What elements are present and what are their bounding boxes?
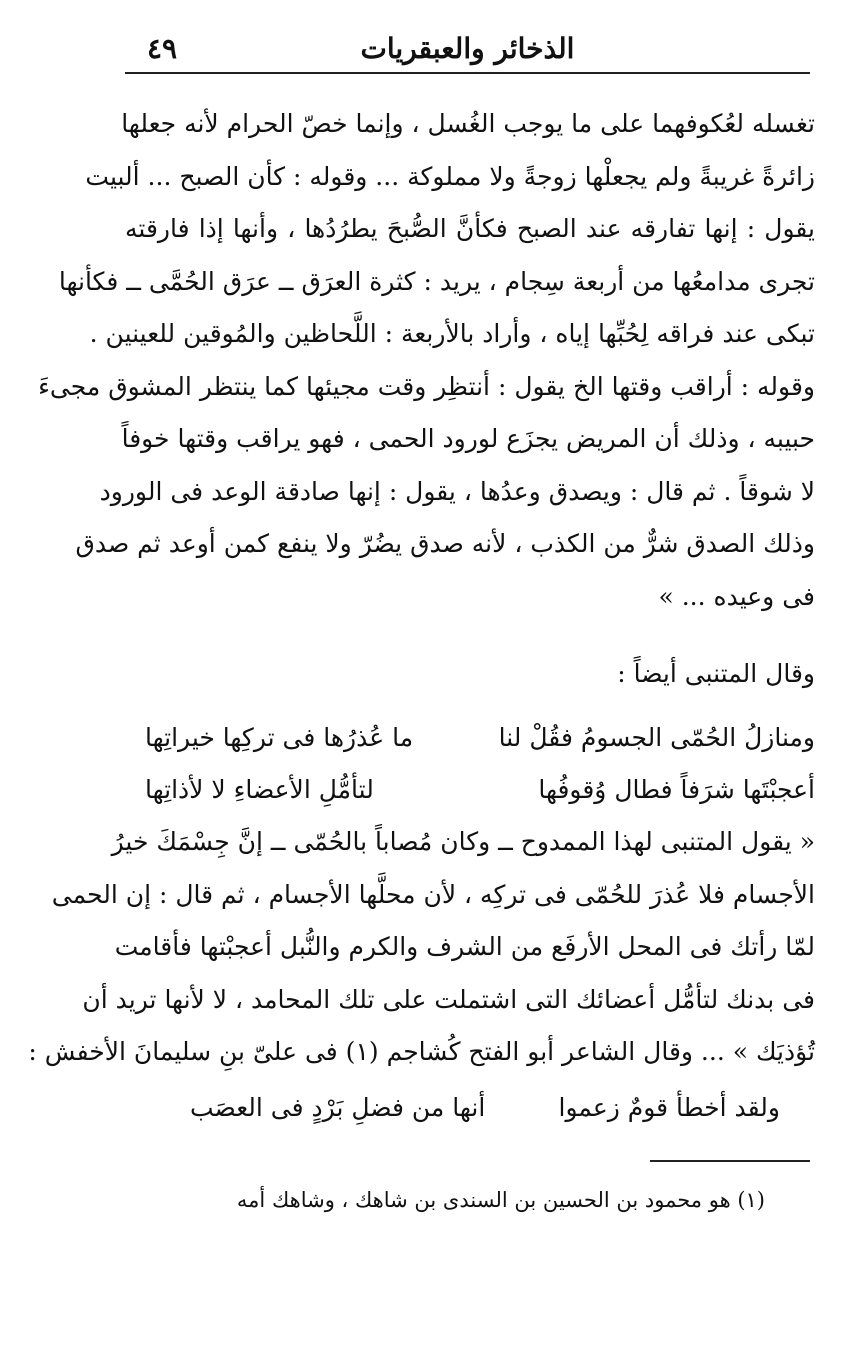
verse-second-hemistich: ما عُذرُها فى تركِها خيراتِها	[145, 723, 414, 752]
text-line: « يقول المتنبى لهذا الممدوح ــ وكان مُصاباً بالحُمّى ــ إنَّ جِسْمَكَ خيرُ	[111, 827, 815, 856]
text-line: حبيبه ، وذلك أن المريض يجزَع لورود الحمى ، فهو يراقب وقتها خوفاً	[121, 424, 815, 453]
verse-second-hemistich: لتأمُّلِ الأعضاءِ لا لأذاتِها	[145, 775, 374, 804]
text-line: فى وعيده ... »	[658, 581, 815, 611]
text-line: لمّا رأتك فى المحل الأرفَع من الشرف والكرم والنُّبل أعجبْتها فأقامت	[114, 932, 815, 961]
verse-first-hemistich: ولقد أخطأ قومٌ زعموا	[558, 1093, 780, 1122]
page-header	[125, 28, 810, 68]
paragraph-commentary	[28, 816, 815, 1079]
text-line: لا شوقاً . ثم قال : ويصدق وعدُها ، يقول : إنها صادقة الوعد فى الورود	[99, 476, 815, 506]
verse-first-hemistich: أعجبْتَها شرَفاً فطال وُقوفُها	[538, 775, 815, 804]
text-line: يقول : إنها تفارقه عند الصبح فكأنَّ الصُّبحَ يطرُدُها ، وأنها إذا فارقته	[125, 214, 815, 243]
text-line: تبكى عند فراقه لِحُبِّها إياه ، وأراد بالأربعة : اللَّحاظين والمُوقين للعينين .	[89, 319, 815, 348]
text-line: زائرةً غريبةً ولم يجعلْها زوجةً ولا مملوكة ... وقوله : كأن الصبح ... ألبيت	[85, 161, 815, 191]
footnote: (١) هو محمود بن الحسين بن السندى بن شاهك ، وشاهك أمه	[236, 1188, 765, 1212]
text-line: الأجسام فلا عُذرَ للحُمّى فى تركِه ، لأن محلَّها الأجسام ، ثم قال : إن الحمى	[51, 879, 815, 909]
header-rule	[125, 72, 810, 74]
verse-line	[125, 712, 815, 764]
verse-line	[125, 764, 815, 816]
running-title: الذخائر والعبقريات	[360, 32, 575, 65]
page-number: ٤٩	[147, 32, 178, 65]
verse-introduction: وقال المتنبى أيضاً :	[617, 659, 815, 688]
text-line: تجرى مدامعُها من أربعة سِجام ، يريد : كثرة العرَق ــ عرَق الحُمَّى ــ فكأنها	[58, 266, 815, 296]
verse-first-hemistich: ومنازلُ الحُمّى الجسومُ فقُلْ لنا	[498, 723, 815, 752]
text-line: وقوله : أراقب وقتها الخ يقول : أنتظِر وقت مجيئها كما ينتظر المشوق مجىءَ	[38, 371, 815, 401]
verse-line	[160, 1082, 780, 1134]
text-line: تغسله لعُكوفهما على ما يوجب الغُسل ، وإنما خصّ الحرام لأنه جعلها	[121, 109, 815, 138]
verse-second-hemistich: أنها من فضلِ بَرْدٍ فى العصَب	[190, 1093, 486, 1122]
footnote-rule	[650, 1160, 810, 1162]
text-line: وذلك الصدق شرٌّ من الكذب ، لأنه صدق يضُرّ ولا ينفع كمن أوعد ثم صدق	[75, 529, 815, 558]
text-line: فى بدنك لتأمُّل أعضائك التى اشتملت على تلك المحامد ، لا لأنها تريد أن	[82, 984, 815, 1014]
paragraph-prose	[38, 98, 815, 623]
text-line: تُؤذيَك » ... وقال الشاعر أبو الفتح كُشاجم (١) فى علىّ بنِ سليمانَ الأخفش :	[28, 1037, 815, 1066]
